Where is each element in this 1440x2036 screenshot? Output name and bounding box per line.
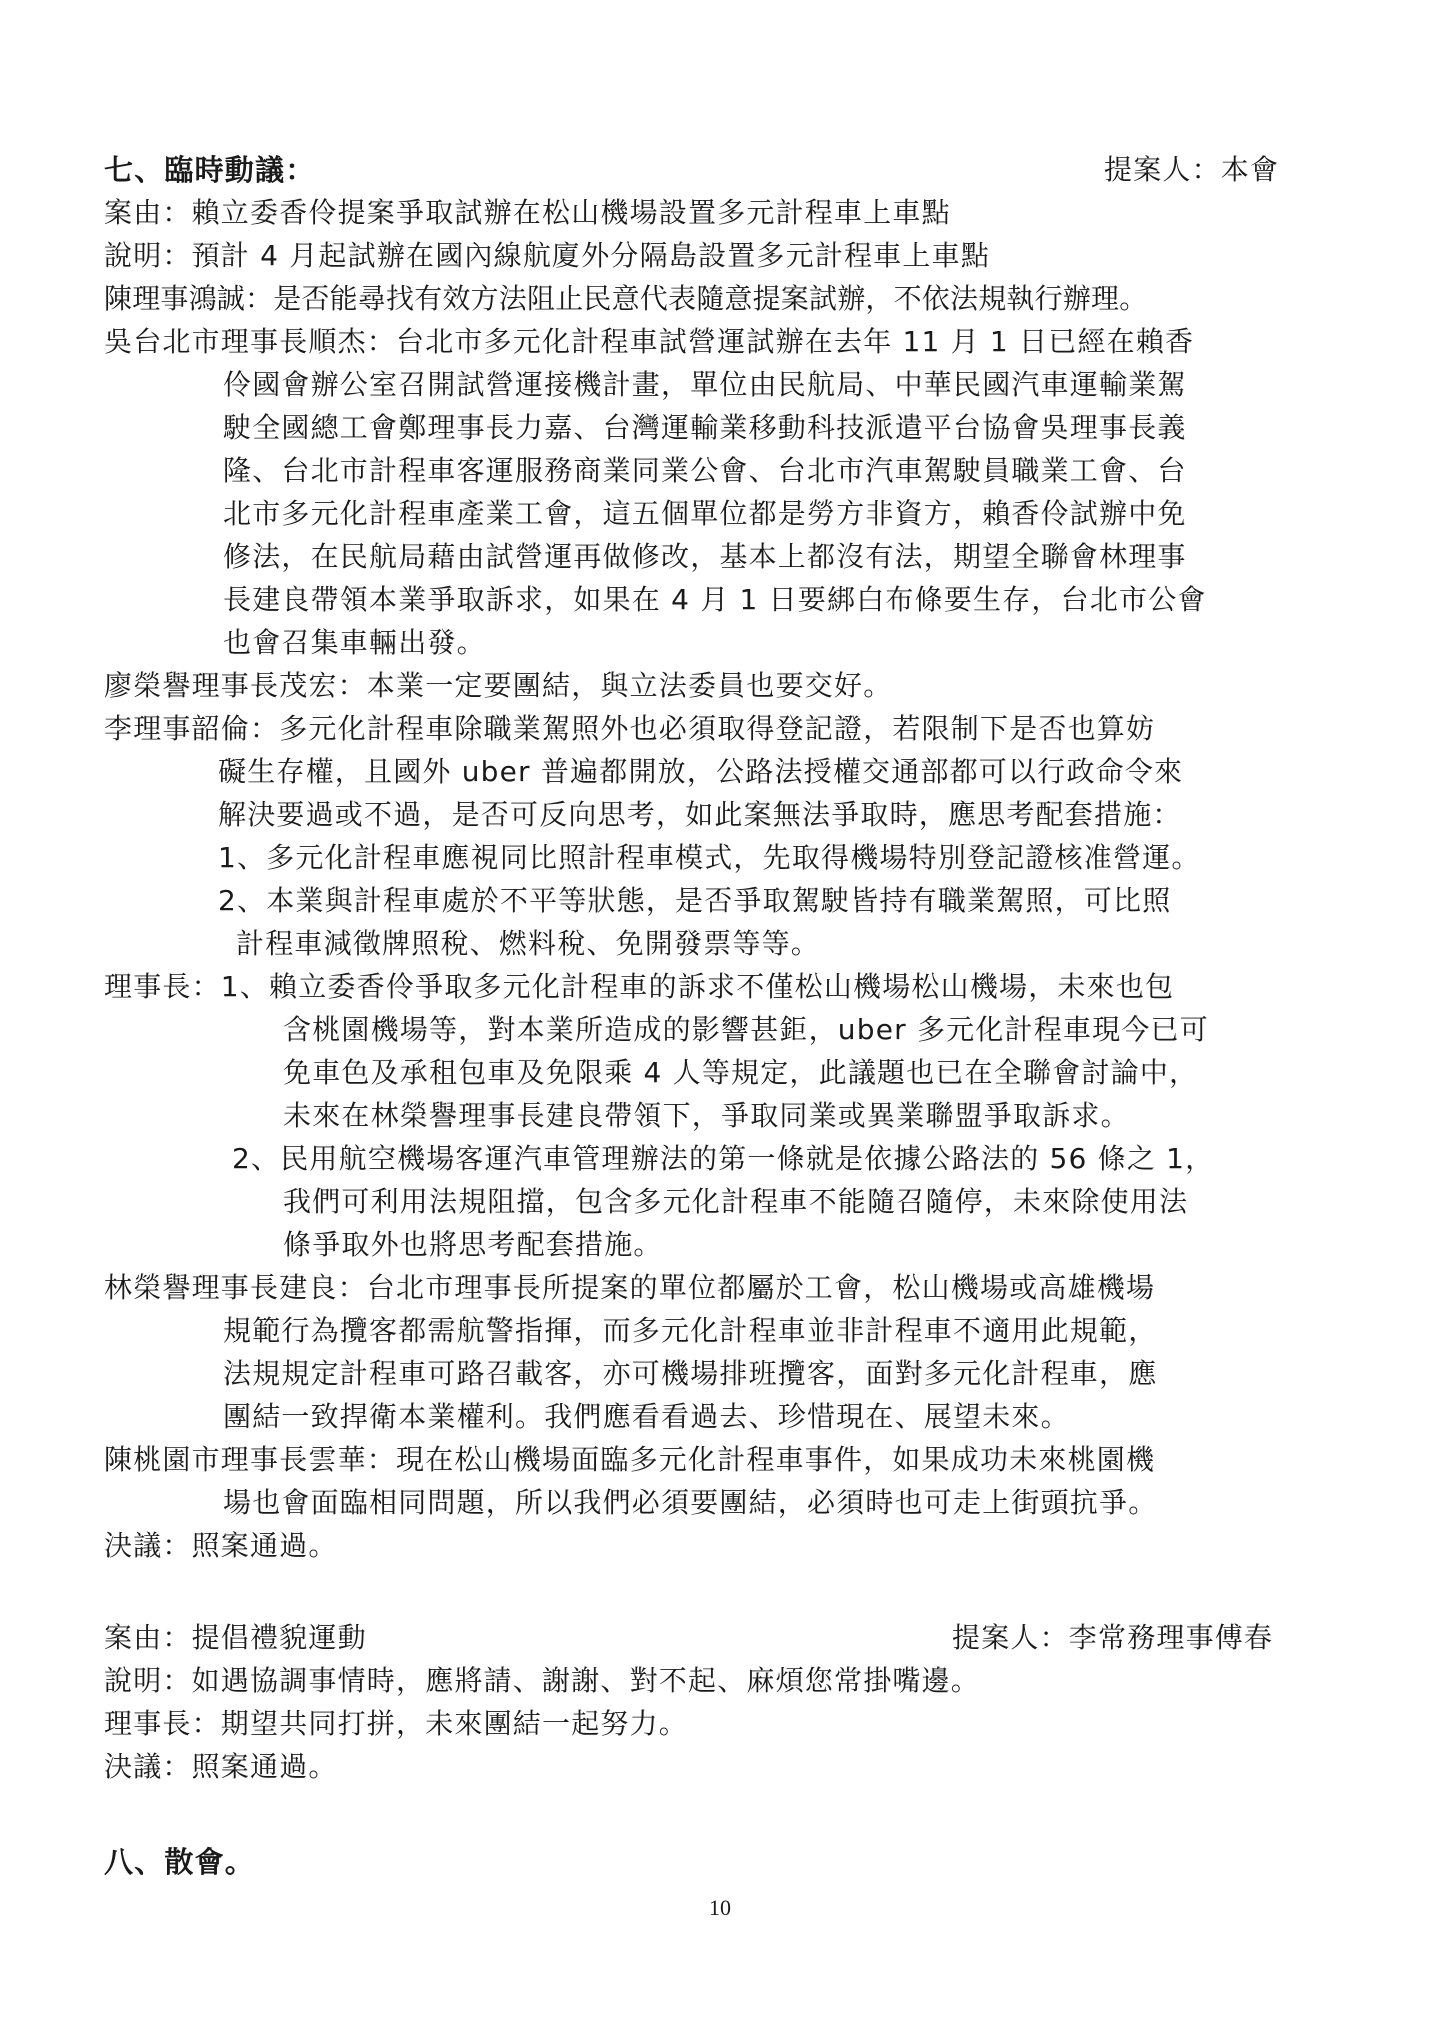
comment-line: 廖榮譽理事長茂宏：本業一定要團結，與立法委員也要交好。: [104, 669, 893, 702]
case-1-resolution: 決議：照案通過。: [104, 1529, 338, 1562]
list-item-continuation: 免車色及承租包車及免限乘 4 人等規定，此議題也已在全聯會討論中，: [283, 1056, 1199, 1089]
comment-line: 礙生存權，且國外 uber 普遍都開放，公路法授權交通部都可以行政命令來: [218, 755, 1184, 788]
list-item-continuation: 計程車減徵牌照稅、燃料稅、免開發票等等。: [236, 927, 821, 960]
comment-line: 伶國會辦公室召開試營運接機計畫，單位由民航局、中華民國汽車運輸業駕: [223, 368, 1187, 401]
list-item: 2、民用航空機場客運汽車管理辦法的第一條就是依據公路法的 56 條之 1，: [232, 1142, 1215, 1175]
comment-line: 理事長：1、賴立委香伶爭取多元化計程車的訴求不僅松山機場松山機場，未來也包: [104, 970, 1175, 1003]
page-number: 10: [709, 1895, 731, 1920]
comment-line: 北市多元化計程車產業工會，這五個單位都是勞方非資方，賴香伶試辦中免: [223, 497, 1187, 530]
comment-line: 駛全國總工會鄭理事長力嘉、台灣運輸業移動科技派遣平台協會吳理事長義: [223, 411, 1187, 444]
list-item-continuation: 我們可利用法規阻擋，包含多元化計程車不能隨召隨停，未來除使用法: [283, 1185, 1189, 1218]
comment-line: 規範行為攬客都需航警指揮，而多元化計程車並非計程車不適用此規範，: [223, 1314, 1158, 1347]
comment-line: 陳理事鴻誠：是否能尋找有效方法阻止民意代表隨意提案試辦，不依法規執行辦理。: [104, 282, 1148, 315]
section-8-heading: 八、散會。: [104, 1845, 256, 1879]
list-item-continuation: 條爭取外也將思考配套措施。: [283, 1228, 663, 1261]
list-item-continuation: 含桃園機場等，對本業所造成的影響甚鉅，uber 多元化計程車現今已可: [283, 1013, 1209, 1046]
list-item: 2、本業與計程車處於不平等狀態，是否爭取駕駛皆持有職業駕照，可比照: [218, 884, 1172, 917]
comment-line: 林榮譽理事長建良：台北市理事長所提案的單位都屬於工會，松山機場或高雄機場: [104, 1271, 1156, 1304]
case-1-description: 說明：預計 4 月起試辦在國內線航廈外分隔島設置多元計程車上車點: [104, 239, 991, 272]
comment-line: 法規規定計程車可路召載客，亦可機場排班攬客，面對多元化計程車，應: [223, 1357, 1158, 1390]
comment-line: 解決要過或不過，是否可反向思考，如此案無法爭取時，應思考配套措施：: [218, 798, 1182, 831]
section-7-heading: 七、臨時動議：: [104, 153, 316, 187]
section-7-proposer: 提案人：本會: [1104, 153, 1280, 186]
case-1-subject: 案由：賴立委香伶提案爭取試辦在松山機場設置多元計程車上車點: [104, 196, 951, 229]
case-2-description: 說明：如遇協調事情時，應將請、謝謝、對不起、麻煩您常掛嘴邊。: [104, 1664, 981, 1697]
list-item: 1、多元化計程車應視同比照計程車模式，先取得機場特別登記證核准營運。: [218, 841, 1201, 874]
case-2-resolution: 決議：照案通過。: [104, 1750, 338, 1783]
comment-line: 團結一致捍衛本業權利。我們應看看過去、珍惜現在、展望未來。: [223, 1400, 1070, 1433]
comment-line: 陳桃園市理事長雲華：現在松山機場面臨多元化計程車事件，如果成功未來桃園機: [104, 1443, 1156, 1476]
comment-line: 吳台北市理事長順杰：台北市多元化計程車試營運試辦在去年 11 月 1 日已經在賴香: [104, 325, 1195, 358]
comment-line: 場也會面臨相同問題，所以我們必須要團結，必須時也可走上街頭抗爭。: [223, 1486, 1158, 1519]
comment-line: 隆、台北市計程車客運服務商業同業公會、台北市汽車駕駛員職業工會、台: [223, 454, 1187, 487]
case-2-subject: 案由：提倡禮貌運動: [104, 1621, 367, 1654]
comment-line: 長建良帶領本業爭取訴求，如果在 4 月 1 日要綁白布條要生存，台北市公會: [223, 583, 1207, 616]
case-2-chair-comment: 理事長：期望共同打拼，未來團結一起努力。: [104, 1707, 689, 1740]
comment-line: 李理事韶倫：多元化計程車除職業駕照外也必須取得登記證，若限制下是否也算妨: [104, 712, 1156, 745]
comment-line: 修法，在民航局藉由試營運再做修改，基本上都沒有法，期望全聯會林理事: [223, 540, 1187, 573]
list-item-continuation: 未來在林榮譽理事長建良帶領下，爭取同業或異業聯盟爭取訴求。: [283, 1099, 1130, 1132]
comment-line: 也會召集車輛出發。: [223, 626, 486, 659]
case-2-proposer: 提案人：李常務理事傅春: [952, 1621, 1274, 1654]
